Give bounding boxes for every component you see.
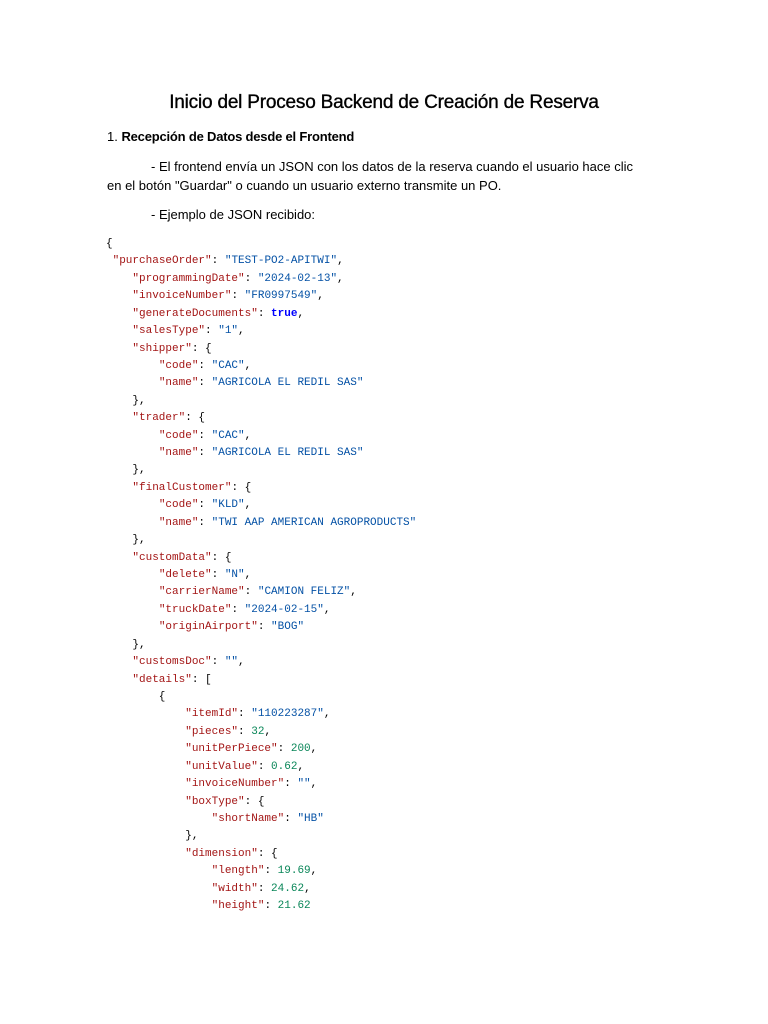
json-punctuation-token: : — [277, 743, 291, 756]
json-punctuation-token: , — [310, 778, 318, 791]
json-punctuation-token — [106, 708, 185, 720]
json-punctuation-token: : — [264, 865, 278, 878]
json-key-token: "code" — [158, 359, 199, 372]
json-punctuation-token: , — [323, 708, 331, 721]
json-key-token: "delete" — [158, 569, 212, 582]
json-string-token: "CAMION FELIZ" — [257, 586, 351, 599]
json-punctuation-token: : — [284, 778, 298, 791]
json-punctuation-token: : — [211, 656, 225, 669]
json-number-token: 32 — [251, 725, 265, 738]
json-punctuation-token: : — [257, 307, 272, 320]
json-punctuation-token: : { — [211, 551, 232, 564]
json-punctuation-token: , — [323, 603, 331, 616]
code-line — [106, 253, 416, 270]
json-punctuation-token: , — [238, 325, 245, 338]
code-line — [106, 584, 416, 601]
json-punctuation-token: : — [257, 760, 272, 773]
json-punctuation-token — [106, 360, 159, 372]
json-punctuation-token: : { — [231, 481, 252, 494]
code-line — [106, 794, 416, 811]
json-key-token: "code" — [158, 429, 199, 442]
json-punctuation-token: : — [257, 621, 272, 634]
code-line — [106, 532, 416, 549]
json-string-token: "" — [224, 656, 239, 669]
json-key-token: "carrierName" — [158, 586, 245, 599]
json-punctuation-token: : — [244, 272, 258, 285]
code-line — [106, 619, 416, 636]
json-punctuation-token — [106, 412, 132, 424]
code-line — [106, 375, 416, 392]
json-key-token: "purchaseOrder" — [112, 255, 212, 268]
json-string-token: "AGRICOLA EL REDIL SAS" — [211, 377, 364, 390]
json-punctuation-token — [106, 656, 132, 668]
json-punctuation-token: { — [106, 690, 166, 703]
json-string-token: "HB" — [297, 812, 324, 825]
json-punctuation-token — [106, 778, 185, 790]
json-punctuation-token: : — [198, 359, 212, 372]
json-key-token: "itemId" — [185, 708, 239, 721]
code-line — [106, 689, 416, 706]
json-key-token: "invoiceNumber" — [132, 290, 232, 303]
json-string-token: "2024-02-13" — [257, 272, 338, 285]
json-punctuation-token — [106, 569, 159, 581]
json-key-token: "trader" — [132, 412, 186, 425]
json-punctuation-token — [106, 552, 132, 564]
code-line — [106, 706, 416, 723]
json-key-token: "pieces" — [185, 725, 239, 738]
json-punctuation-token — [106, 674, 132, 686]
section-heading-text: Recepción de Datos desde el Frontend — [121, 129, 355, 144]
json-punctuation-token: : { — [244, 795, 265, 808]
json-number-token: 200 — [290, 743, 311, 756]
json-punctuation-token: , — [244, 429, 252, 442]
code-line — [106, 846, 416, 863]
json-punctuation-token: , — [350, 586, 357, 599]
json-key-token: "finalCustomer" — [132, 481, 232, 494]
paragraph-frontend-description — [107, 157, 647, 195]
json-string-token: "CAC" — [211, 359, 245, 372]
json-key-token: "length" — [211, 865, 265, 878]
json-punctuation-token: , — [337, 272, 344, 285]
json-punctuation-token: , — [337, 255, 344, 268]
code-line — [106, 323, 416, 340]
json-punctuation-token: }, — [106, 830, 199, 843]
json-punctuation-token: { — [106, 238, 113, 250]
json-key-token: "originAirport" — [158, 621, 258, 634]
code-line — [106, 602, 416, 619]
code-line — [106, 306, 416, 323]
code-line — [106, 759, 416, 776]
json-punctuation-token — [106, 273, 132, 285]
json-punctuation-token: , — [244, 569, 252, 582]
section-number: 1. — [107, 129, 118, 144]
json-punctuation-token: : — [211, 569, 225, 582]
json-number-token: 21.62 — [277, 900, 311, 913]
json-punctuation-token — [106, 743, 185, 755]
json-punctuation-token — [106, 308, 132, 320]
json-punctuation-token — [106, 848, 185, 860]
json-key-token: "invoiceNumber" — [185, 778, 285, 791]
json-key-token: "height" — [211, 900, 265, 913]
json-punctuation-token: , — [304, 882, 311, 895]
json-number-token: 19.69 — [277, 865, 311, 878]
code-line — [106, 236, 416, 253]
json-punctuation-token: , — [310, 743, 318, 756]
json-key-token: "salesType" — [132, 325, 206, 338]
code-line — [106, 462, 416, 479]
json-punctuation-token — [106, 430, 159, 442]
json-punctuation-token: : — [244, 586, 258, 599]
json-punctuation-token — [106, 813, 212, 825]
json-string-token: "FR0997549" — [244, 290, 318, 303]
code-line — [106, 776, 416, 793]
json-punctuation-token: : — [198, 429, 212, 442]
json-punctuation-token: : — [198, 447, 212, 460]
json-punctuation-token: : { — [257, 847, 278, 860]
json-punctuation-token: , — [264, 725, 272, 738]
code-line — [106, 445, 416, 462]
code-line — [106, 410, 416, 427]
json-punctuation-token: : — [284, 812, 298, 825]
code-line — [106, 881, 416, 898]
json-punctuation-token: : — [257, 882, 272, 895]
json-punctuation-token — [106, 796, 185, 808]
json-punctuation-token — [106, 255, 113, 267]
json-key-token: "customsDoc" — [132, 656, 212, 669]
json-punctuation-token: }, — [106, 464, 146, 477]
json-punctuation-token: : — [238, 725, 252, 738]
json-key-token: "name" — [158, 447, 199, 460]
json-number-token: 24.62 — [271, 882, 305, 895]
json-punctuation-token: : — [198, 499, 212, 512]
code-line — [106, 567, 416, 584]
json-punctuation-token: : — [211, 255, 225, 268]
json-punctuation-token: , — [297, 307, 305, 320]
json-string-token: "CAC" — [211, 429, 245, 442]
json-string-token: "1" — [218, 325, 239, 338]
code-line — [106, 358, 416, 375]
json-punctuation-token — [106, 883, 212, 895]
json-key-token: "boxType" — [185, 795, 245, 808]
json-punctuation-token: , — [244, 499, 252, 512]
paragraph-json-example-intro — [107, 205, 647, 224]
code-line — [106, 863, 416, 880]
code-line — [106, 480, 416, 497]
json-string-token: "BOG" — [271, 621, 305, 634]
paragraph-text: - Ejemplo de JSON recibido: — [151, 207, 316, 222]
json-key-token: "shortName" — [211, 812, 285, 825]
json-key-token: "name" — [158, 516, 199, 529]
json-punctuation-token: : — [198, 377, 212, 390]
code-line — [106, 672, 416, 689]
json-boolean-token: true — [271, 307, 298, 320]
json-punctuation-token: : — [231, 290, 245, 303]
json-punctuation-token — [106, 621, 159, 633]
json-punctuation-token: : { — [185, 412, 206, 425]
json-string-token: "" — [297, 778, 311, 791]
json-punctuation-token: , — [310, 865, 318, 878]
json-key-token: "shipper" — [132, 342, 192, 355]
code-line — [106, 341, 416, 358]
paragraph-text: - El frontend envía un JSON con los datos de la reserva cuando el usuario hace clic en el botón "Guardar" o cuando un usuario externo transmite un PO. — [107, 159, 633, 193]
json-punctuation-token: : { — [191, 342, 212, 355]
json-key-token: "unitValue" — [185, 760, 258, 773]
code-line — [106, 637, 416, 654]
json-string-token: "N" — [224, 569, 245, 582]
json-string-token: "2024-02-15" — [244, 603, 324, 616]
code-line — [106, 811, 416, 828]
json-punctuation-token: : — [264, 900, 278, 913]
json-punctuation-token: : [ — [191, 673, 212, 686]
code-line — [106, 724, 416, 741]
code-line — [106, 654, 416, 671]
json-punctuation-token: }, — [106, 534, 146, 547]
code-line — [106, 828, 416, 845]
json-string-token: "TEST-PO2-APITWI" — [224, 255, 338, 268]
json-string-token: "AGRICOLA EL REDIL SAS" — [211, 447, 364, 460]
json-punctuation-token — [106, 325, 132, 337]
json-punctuation-token: : — [231, 603, 245, 616]
json-punctuation-token: }, — [106, 394, 146, 407]
json-key-token: "customData" — [132, 551, 212, 564]
json-string-token: "110223287" — [251, 708, 324, 721]
json-string-token: "KLD" — [211, 499, 245, 512]
json-punctuation-token — [106, 447, 159, 459]
json-key-token: "name" — [158, 377, 199, 390]
json-key-token: "dimension" — [185, 847, 258, 860]
json-punctuation-token — [106, 900, 212, 912]
json-punctuation-token: , — [317, 290, 324, 303]
json-punctuation-token: , — [297, 760, 305, 773]
code-line — [106, 428, 416, 445]
code-line — [106, 271, 416, 288]
json-key-token: "generateDocuments" — [132, 307, 258, 320]
json-punctuation-token — [106, 343, 132, 355]
json-key-token: "unitPerPiece" — [185, 743, 278, 756]
json-punctuation-token — [106, 517, 159, 529]
json-punctuation-token — [106, 586, 159, 598]
json-key-token: "truckDate" — [158, 603, 232, 616]
json-code-block — [106, 236, 416, 915]
json-key-token: "programmingDate" — [132, 272, 245, 285]
json-punctuation-token: : — [198, 516, 212, 529]
code-line — [106, 497, 416, 514]
section-heading — [107, 129, 354, 144]
json-punctuation-token: , — [238, 656, 245, 669]
json-punctuation-token — [106, 499, 159, 511]
document-title: Inicio del Proceso Backend de Creación de Reserva — [169, 92, 599, 113]
code-line — [106, 898, 416, 915]
code-line — [106, 550, 416, 567]
json-key-token: "details" — [132, 673, 192, 686]
json-punctuation-token: , — [244, 359, 252, 372]
json-punctuation-token — [106, 604, 159, 616]
json-punctuation-token — [106, 290, 132, 302]
json-punctuation-token: : — [238, 708, 252, 721]
json-punctuation-token — [106, 377, 159, 389]
json-string-token: "TWI AAP AMERICAN AGROPRODUCTS" — [211, 516, 417, 529]
json-punctuation-token: : — [205, 325, 219, 338]
code-line — [106, 741, 416, 758]
json-punctuation-token: }, — [106, 638, 146, 651]
code-line — [106, 515, 416, 532]
json-punctuation-token — [106, 865, 212, 877]
code-line — [106, 393, 416, 410]
json-key-token: "width" — [211, 882, 258, 895]
json-punctuation-token — [106, 726, 185, 738]
json-punctuation-token — [106, 482, 132, 494]
code-line — [106, 288, 416, 305]
json-punctuation-token — [106, 761, 185, 773]
json-key-token: "code" — [158, 499, 199, 512]
json-number-token: 0.62 — [271, 760, 298, 773]
